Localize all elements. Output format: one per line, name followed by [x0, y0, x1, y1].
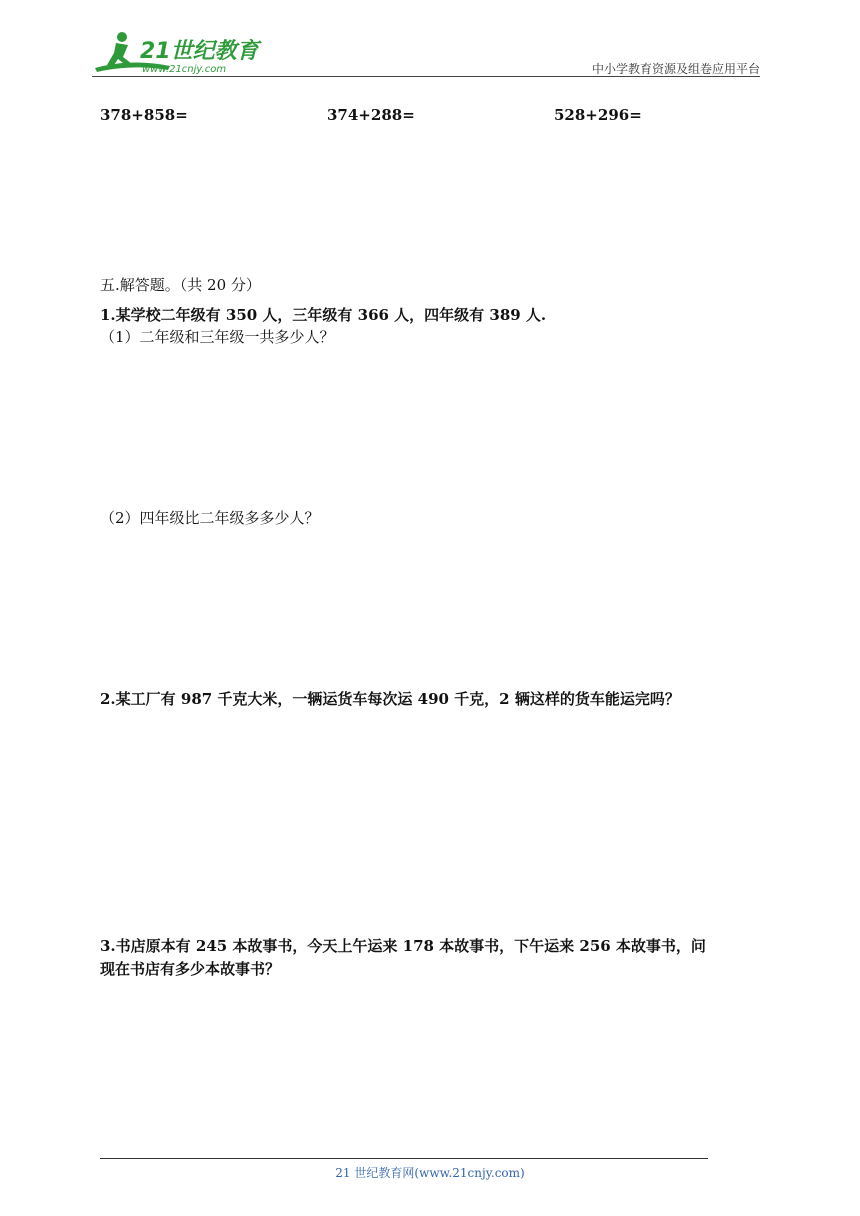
- logo: [92, 28, 267, 80]
- calc-item-2: 374+288=: [327, 106, 415, 124]
- header-rule: [92, 76, 760, 77]
- platform-name: 中小学教育资源及组卷应用平台: [591, 62, 760, 76]
- question-3-line-2: 现在书店有多少本故事书？: [100, 960, 281, 978]
- footer-text: 21 世纪教育网(www.21cnjy.com): [335, 1166, 525, 1180]
- page-header: [92, 28, 760, 80]
- section-title: 五.解答题。（共 20 分）: [100, 276, 261, 294]
- question-1-part-2: （2）四年级比二年级多多少人？: [100, 509, 320, 527]
- logo-sub-text: www.21cnjy.com: [142, 64, 227, 75]
- logo-main-text: 21世纪教育: [140, 39, 259, 64]
- question-1-part-1: （1）二年级和三年级一共多少人？: [100, 328, 335, 346]
- footer-rule: [100, 1158, 708, 1159]
- question-2-stem: 2.某工厂有 987 千克大米，一辆运货车每次运 490 千克，2 辆这样的货车能运完吗？: [100, 690, 680, 708]
- question-3-line-1: 3.书店原本有 245 本故事书，今天上午运来 178 本故事书，下午运来 256 本故事书，问: [100, 937, 706, 955]
- question-1-stem: 1.某学校二年级有 350 人，三年级有 366 人，四年级有 389 人.: [100, 306, 547, 324]
- calc-item-1: 378+858=: [100, 106, 188, 124]
- calc-item-3: 528+296=: [554, 106, 642, 124]
